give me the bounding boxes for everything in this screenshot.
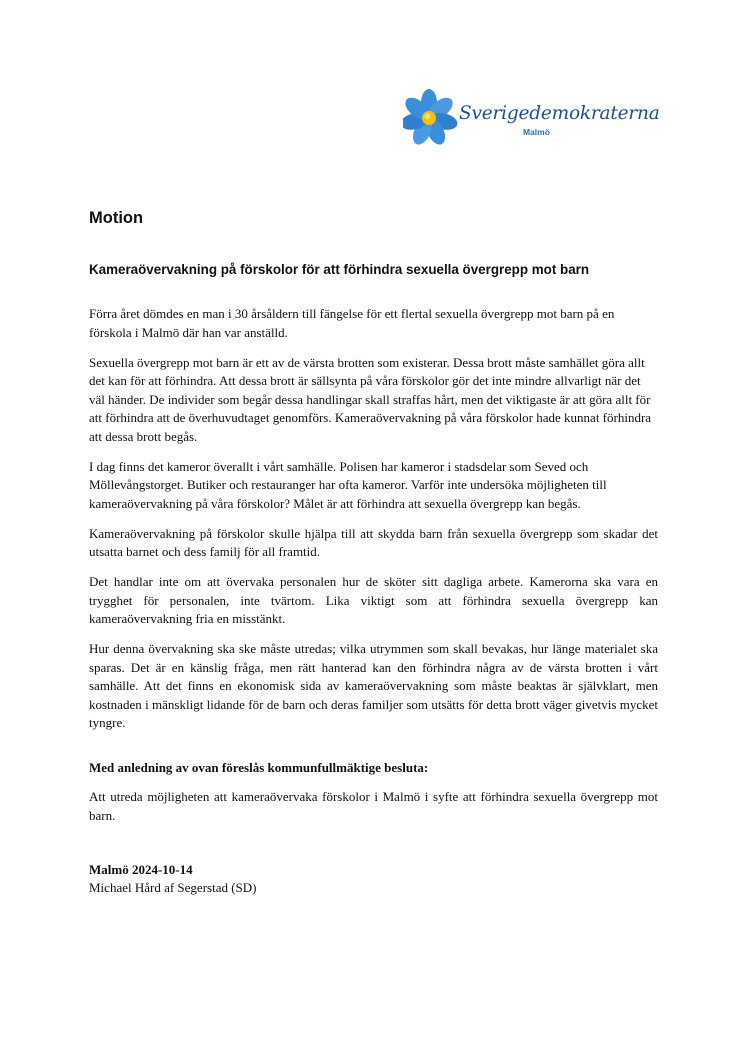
document-title: Kameraövervakning på förskolor för att förhindra sexuella övergrepp mot barn bbox=[89, 262, 590, 277]
signature-date: Malmö 2024-10-14 bbox=[89, 862, 193, 877]
logo-city-name: Malmö bbox=[523, 127, 550, 137]
body-paragraph-6: Hur denna övervakning ska ske måste utredas; vilka utrymmen som skall bevakas, hur länge materialet ska sparas. Det är en känslig fråga, men rätt hanterad kan den förhindra några av de värsta brotten i vårt samhälle. Att det finns en ekonomisk sida av kameraövervakning som måste beaktas är självklart, men kostnaden i mänskligt lidande för de barn och deras familjer som utsätts för detta brott väger givetvis mycket tyngre. bbox=[89, 641, 658, 730]
proposal-text: Att utreda möjligheten att kameraövervaka förskolor i Malmö i syfte att förhindra sexuella övergrepp mot barn. bbox=[89, 789, 658, 823]
body-paragraph-3: I dag finns det kameror överallt i vårt samhälle. Polisen har kameror i stadsdelar som Seved och Möllevångstorget. Butiker och restauranger har ofta kameror. Varför inte undersöka möjligheten till kameraövervakning på våra förskolor? Målet är att förhindra att sexuella övergrepp kan begås. bbox=[89, 458, 607, 511]
body-paragraph-5: Det handlar inte om att övervaka personalen hur de sköter sitt dagliga arbete. Kamerorna ska vara en trygghet för personalen, inte tvärtom. Lika viktigt som att förhindra sexuella övergrepp kan kameraövervakning fria en misstänkt. bbox=[89, 574, 658, 626]
logo-party-name: Sverigedemokraterna bbox=[459, 103, 660, 124]
document-type-heading: Motion bbox=[89, 209, 144, 227]
proposal-heading: Med anledning av ovan föreslås kommunfullmäktige besluta: bbox=[89, 760, 429, 775]
body-paragraph-4: Kameraövervakning på förskolor skulle hjälpa till att skydda barn från sexuella övergrepp som skadar det utsatta barnet och dess familj för all framtid. bbox=[89, 525, 658, 559]
party-logo bbox=[403, 88, 660, 148]
document-body bbox=[89, 305, 658, 744]
flower-icon bbox=[403, 88, 459, 148]
body-paragraph-2: Sexuella övergrepp mot barn är ett av de värsta brotten som existerar. Dessa brott måste samhället göra allt det kan för att förhindra. Att dessa brott är sällsynta på våra förskolor gör det inte mindre allvarligt när det väl händer. De individer som begår dessa handlingar skall straffas hårt, men det viktigaste är att göra allt för att förhindra att de överhuvudtaget genomförs. Kameraövervakning på våra förskolor hade kunnat förhindra att dessa brott begås. bbox=[89, 354, 652, 444]
signature-name: Michael Hård af Segerstad (SD) bbox=[89, 880, 257, 895]
body-paragraph-1: Förra året dömdes en man i 30 årsåldern till fängelse för ett flertal sexuella övergrepp mot barn på en förskola i Malmö där han var anställd. bbox=[89, 306, 615, 340]
